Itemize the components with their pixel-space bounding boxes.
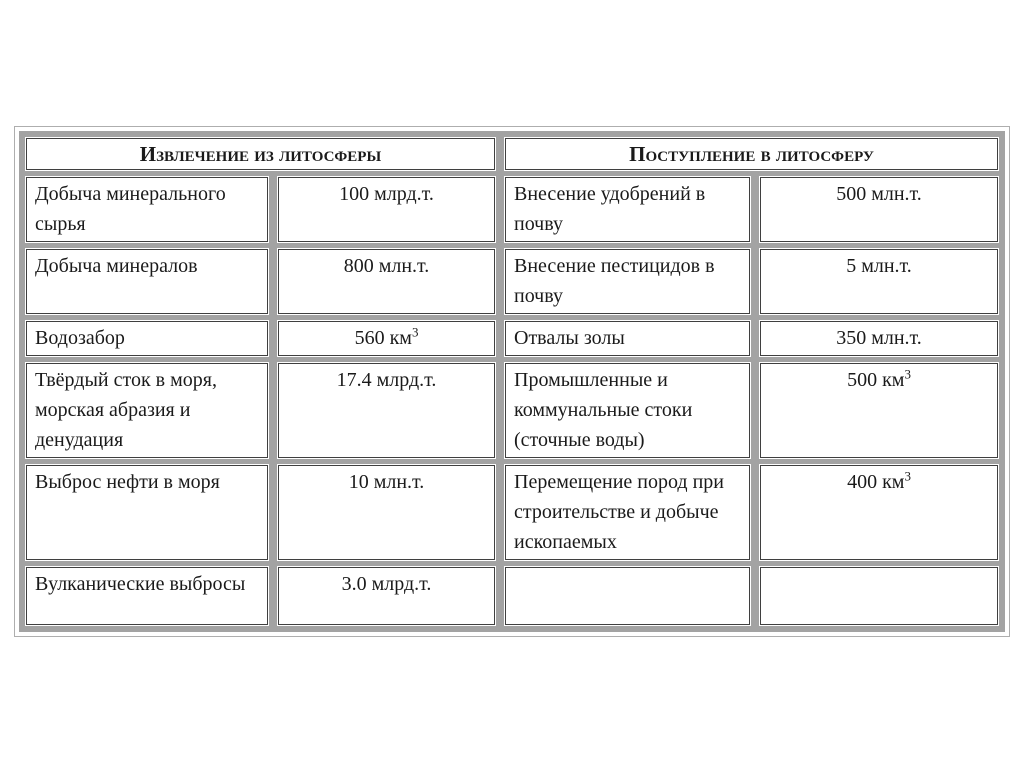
value-text: 3.0 млрд.т. <box>341 573 432 595</box>
table-cell-value <box>278 177 495 242</box>
header-input-to-lithosphere: Поступление в литосферу <box>505 138 998 170</box>
table-cell-value <box>278 249 495 314</box>
table-cell-value <box>278 465 495 560</box>
table-cell-value <box>278 321 495 356</box>
table-cell-name: Вулканические выбросы <box>26 567 268 625</box>
value-superscript: 3 <box>904 468 911 484</box>
header-extraction-from-lithosphere: Извлечение из литосферы <box>26 138 495 170</box>
table-frame <box>14 126 1010 637</box>
table-cell-name: Добыча минералов <box>26 249 268 314</box>
table-cell-name: Промышленные и коммунальные стоки (сточные воды) <box>505 363 750 458</box>
value-text: 800 млн.т. <box>343 255 430 277</box>
value-text: 100 млрд.т. <box>339 183 434 205</box>
table-cell-value <box>278 363 495 458</box>
value-text: 5 млн.т. <box>846 255 912 277</box>
value-text: 500 млн.т. <box>836 183 922 205</box>
lithosphere-exchange-table <box>19 131 1005 632</box>
value-superscript: 3 <box>411 324 419 340</box>
table-cell-name: Водозабор <box>26 321 268 356</box>
value-text: 10 млн.т. <box>348 471 425 493</box>
table-cell-value <box>760 363 998 458</box>
table-cell-name: Добыча минерального сырья <box>26 177 268 242</box>
value-superscript: 3 <box>904 366 911 382</box>
value-text: 350 млн.т. <box>836 327 922 349</box>
table-cell-value <box>760 177 998 242</box>
table-cell-name: Отвалы золы <box>505 321 750 356</box>
table-cell-name-empty <box>505 567 750 625</box>
table-cell-name: Твёрдый сток в моря, морская абразия и денудация <box>26 363 268 458</box>
table-cell-value-empty <box>760 567 998 625</box>
value-text: 560 км <box>354 327 412 349</box>
table-cell-name: Перемещение пород при строительстве и добыче ископаемых <box>505 465 750 560</box>
value-text: 17.4 млрд.т. <box>336 369 437 391</box>
table-cell-name: Внесение пестицидов в почву <box>505 249 750 314</box>
table-cell-value <box>760 465 998 560</box>
value-text: 400 км <box>847 471 905 493</box>
table-cell-value <box>760 249 998 314</box>
table-cell-name: Внесение удобрений в почву <box>505 177 750 242</box>
table-cell-value <box>760 321 998 356</box>
value-text: 500 км <box>847 369 905 391</box>
table-cell-name: Выброс нефти в моря <box>26 465 268 560</box>
table-cell-value <box>278 567 495 625</box>
